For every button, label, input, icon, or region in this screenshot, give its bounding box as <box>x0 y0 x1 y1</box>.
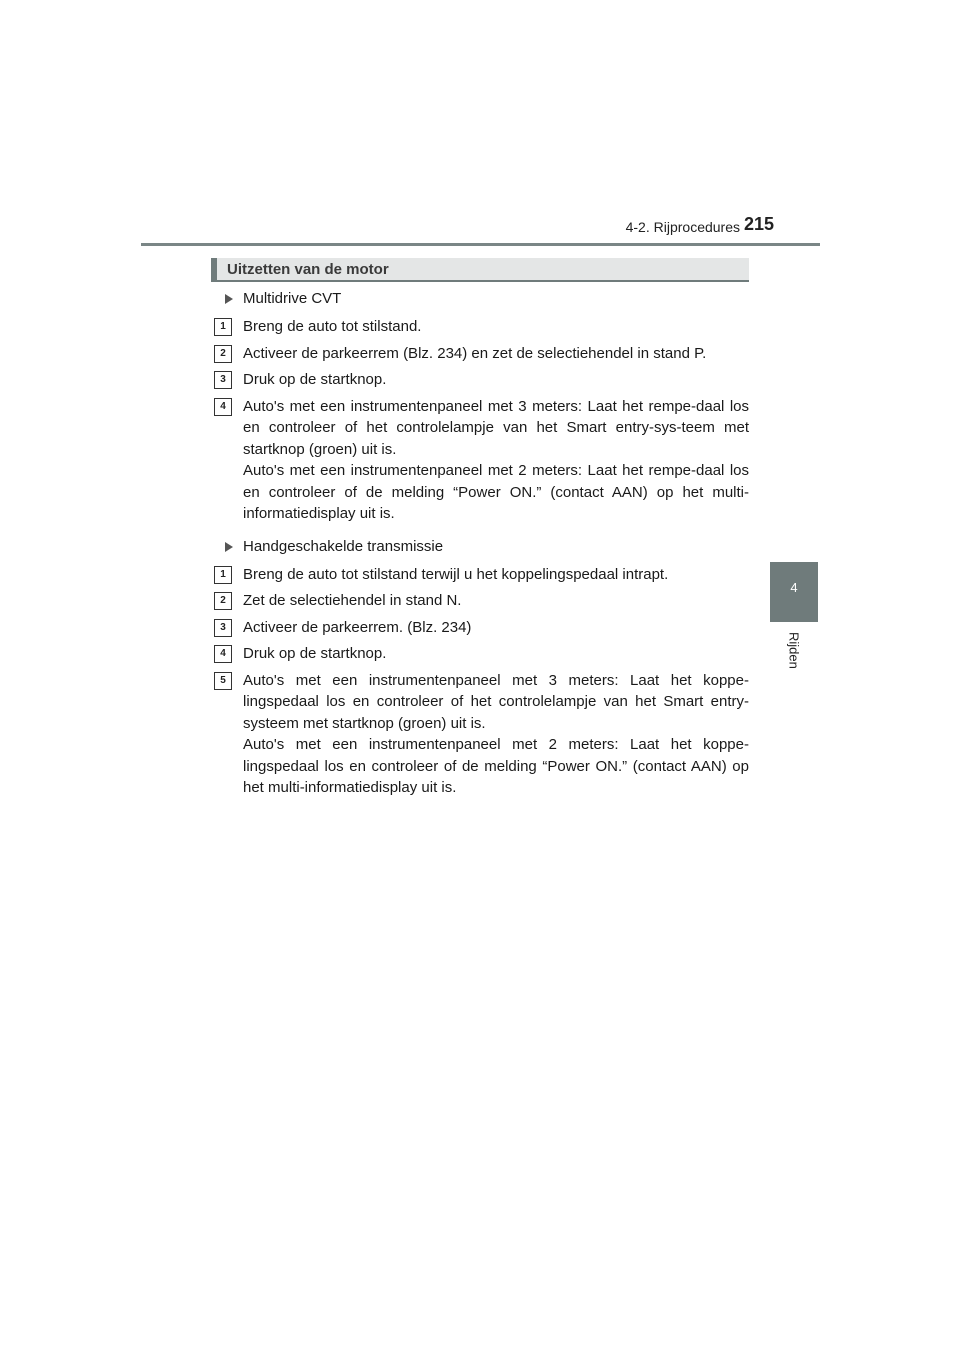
step-number-badge: 2 <box>214 592 232 610</box>
step-number-badge: 5 <box>214 672 232 690</box>
step-number-badge: 2 <box>214 345 232 363</box>
step-text: Auto's met een instrumentenpaneel met 3 meters: Laat het rempe-daal los en controleer of het controlelampje van het Smart entry-sys-teem met startknop (groen) uit is. <box>243 397 749 458</box>
step-text: Zet de selectiehendel in stand N. <box>243 592 462 609</box>
chapter-number: 4 <box>790 580 798 595</box>
step-number-badge: 1 <box>214 318 232 336</box>
chapter-label: Rijden <box>786 632 802 669</box>
header-section-title: 4-2. Rijprocedures <box>625 219 740 235</box>
step-number-badge: 3 <box>214 619 232 637</box>
step-item <box>211 369 749 391</box>
step-text: Breng de auto tot stilstand terwijl u het koppelingspedaal intrapt. <box>243 565 669 583</box>
step-text: Activeer de parkeerrem (Blz. 234) en zet de selectiehendel in stand P. <box>243 344 707 362</box>
step-text: Auto's met een instrumentenpaneel met 2 meters: Laat het koppe-lingspedaal los en controleer of de melding “Power ON.” (contact AAN) op het multi-informatiedisplay uit is. <box>243 736 749 796</box>
sub-heading-cvt <box>211 288 749 310</box>
procedure-content <box>211 288 749 804</box>
step-number-badge: 4 <box>214 398 232 416</box>
step-number-badge: 3 <box>214 371 232 389</box>
step-item <box>211 670 749 799</box>
triangle-bullet-icon <box>225 542 233 552</box>
step-item <box>211 590 749 612</box>
step-item <box>211 396 749 525</box>
header-divider <box>141 243 820 246</box>
step-item <box>211 343 749 365</box>
section-title-bar <box>211 258 749 282</box>
page-number: 215 <box>743 214 774 234</box>
step-text: Druk op de startknop. <box>243 645 387 662</box>
step-text: Breng de auto tot stilstand. <box>243 318 422 335</box>
step-item <box>211 316 749 338</box>
step-text: Activeer de parkeerrem. (Blz. 234) <box>243 618 472 636</box>
step-text: Auto's met een instrumentenpaneel met 3 meters: Laat het koppe-lingspedaal los en controleer of het controlelampje van het Smart entry-systeem met startknop (groen) uit is. <box>243 671 749 732</box>
step-item <box>211 564 749 586</box>
step-item <box>211 617 749 639</box>
chapter-tab <box>770 562 818 622</box>
sub-heading-text: Handgeschakelde transmissie <box>243 537 444 555</box>
section-title: Uitzetten van de motor <box>227 261 389 278</box>
step-text: Auto's met een instrumentenpaneel met 2 meters: Laat het rempe-daal los en controleer of de melding “Power ON.” (contact AAN) op het multi-informatiedisplay uit is. <box>243 462 749 522</box>
step-number-badge: 4 <box>214 645 232 663</box>
triangle-bullet-icon <box>225 294 233 304</box>
sub-heading-manual <box>211 536 749 558</box>
step-text: Druk op de startknop. <box>243 371 387 388</box>
step-number-badge: 1 <box>214 566 232 584</box>
step-item <box>211 643 749 665</box>
sub-heading-text: Multidrive CVT <box>243 290 342 307</box>
